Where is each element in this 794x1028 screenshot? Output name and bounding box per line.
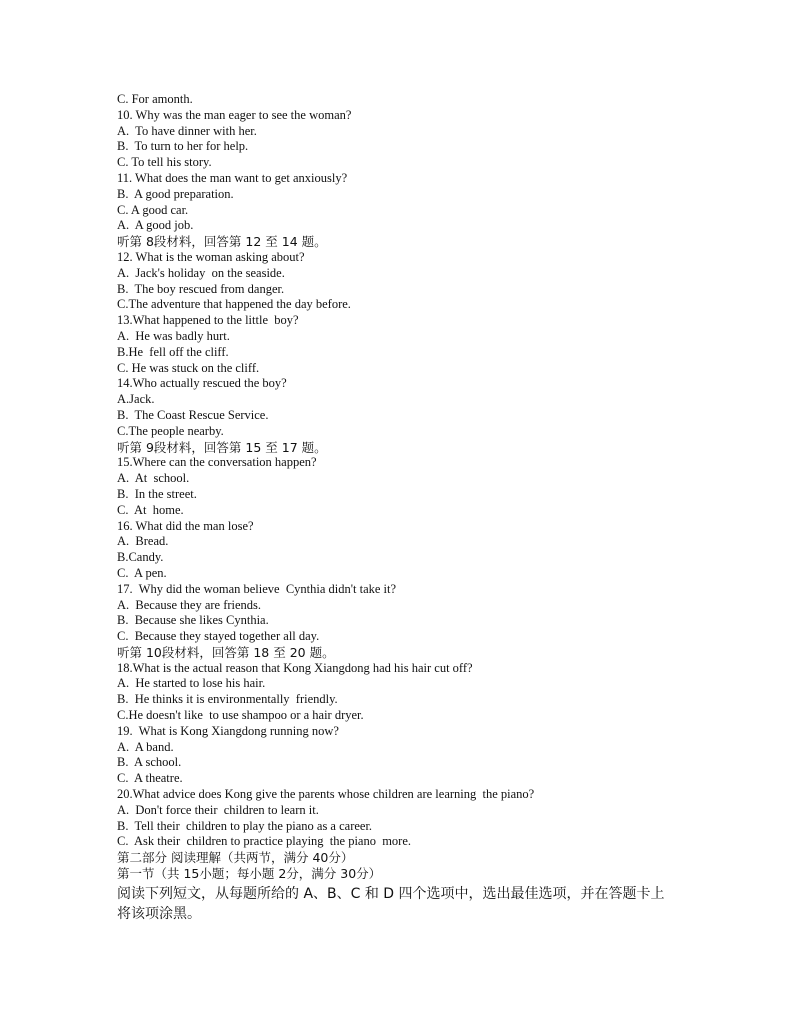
text-line: C.He doesn't like to use shampoo or a hair dryer. xyxy=(117,708,364,723)
text-line: 18.What is the actual reason that Kong Xiangdong had his hair cut off? xyxy=(117,660,473,675)
text-line: A. A band. xyxy=(117,739,174,754)
text-line: A. Bread. xyxy=(117,534,169,549)
text-line: C. He was stuck on the cliff. xyxy=(117,360,260,375)
text-line: C. A theatre. xyxy=(117,771,183,786)
text-line: C.The adventure that happened the day before. xyxy=(117,297,351,312)
text-line: B. Tell their children to play the piano as a career. xyxy=(117,818,373,833)
text-line: C. To tell his story. xyxy=(117,155,212,170)
text-line: A. He started to lose his hair. xyxy=(117,676,266,691)
text-line: 12. What is the woman asking about? xyxy=(117,249,305,264)
text-line: A. Don't force their children to learn it. xyxy=(117,802,319,817)
text-line: C. Because they stayed together all day. xyxy=(117,629,320,644)
section-heading: 阅读下列短文，从每题所给的 A、B、C 和 D 四个选项中，选出最佳选项，并在答题卡上将该项涂黑。 xyxy=(117,885,665,922)
text-line: B. A school. xyxy=(117,755,182,770)
text-line: 13.What happened to the little boy? xyxy=(117,313,299,328)
text-line: A. A good job. xyxy=(117,218,194,233)
text-line: 11. What does the man want to get anxiously? xyxy=(117,170,348,185)
text-line: C. A good car. xyxy=(117,202,189,217)
text-line: 20.What advice does Kong give the parents whose children are learning the piano? xyxy=(117,787,535,802)
section-heading: 听第 9段材料，回答第 15 至 17 题。 xyxy=(117,439,327,455)
text-line: A. Jack's holiday on the seaside. xyxy=(117,265,285,280)
text-line: B. In the street. xyxy=(117,486,197,501)
text-line: B.Candy. xyxy=(117,550,164,565)
text-line: B. He thinks it is environmentally friendly. xyxy=(117,692,338,707)
text-line: C.The people nearby. xyxy=(117,423,224,438)
section-heading: 听第 10段材料，回答第 18 至 20 题。 xyxy=(117,644,335,660)
text-line: 19. What is Kong Xiangdong running now? xyxy=(117,723,339,738)
section-heading: 第二部分 阅读理解（共两节，满分 40分） xyxy=(117,850,354,866)
text-line: C. Ask their children to practice playing the piano more. xyxy=(117,834,412,849)
text-line: C. For amonth. xyxy=(117,92,193,106)
document-body xyxy=(117,92,697,924)
text-line: C. At home. xyxy=(117,502,184,517)
text-line: 14.Who actually rescued the boy? xyxy=(117,376,287,391)
section-heading: 第一节（共 15小题；每小题 2分，满分 30分） xyxy=(117,866,382,882)
text-line: B. A good preparation. xyxy=(117,186,234,201)
text-line: B. Because she likes Cynthia. xyxy=(117,613,269,628)
text-line: B. The boy rescued from danger. xyxy=(117,281,285,296)
text-line: A. He was badly hurt. xyxy=(117,328,230,343)
text-line: 10. Why was the man eager to see the woman? xyxy=(117,107,352,122)
text-line: A. Because they are friends. xyxy=(117,597,262,612)
text-line: A. At school. xyxy=(117,471,190,486)
text-line: 16. What did the man lose? xyxy=(117,518,254,533)
text-line: B. To turn to her for help. xyxy=(117,139,249,154)
text-line: A.Jack. xyxy=(117,392,155,407)
text-line: C. A pen. xyxy=(117,565,167,580)
text-line: 17. Why did the woman believe Cynthia didn't take it? xyxy=(117,581,397,596)
text-line: A. To have dinner with her. xyxy=(117,123,257,138)
text-line: 15.Where can the conversation happen? xyxy=(117,455,317,470)
text-line: B. The Coast Rescue Service. xyxy=(117,407,269,422)
text-line: B.He fell off the cliff. xyxy=(117,344,229,359)
section-heading: 听第 8段材料，回答第 12 至 14 题。 xyxy=(117,234,327,250)
